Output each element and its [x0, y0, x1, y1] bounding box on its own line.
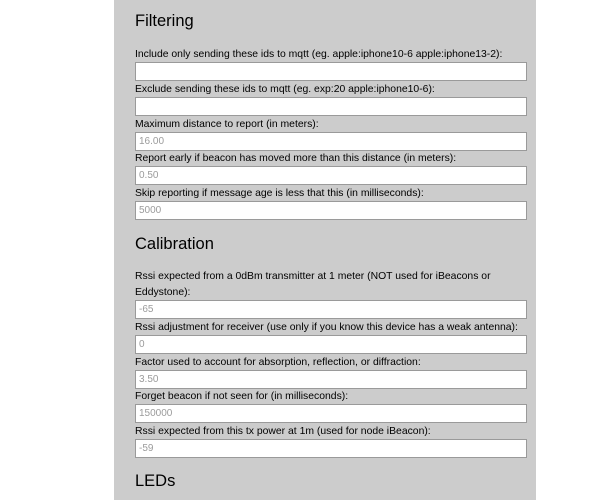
- max-distance-input[interactable]: [135, 132, 527, 151]
- rssi-adjust-input[interactable]: [135, 335, 527, 354]
- settings-panel: [114, 0, 536, 500]
- include-ids-label: Include only sending these ids to mqtt (eg. apple:iphone10-6 apple:iphone13-2):: [135, 49, 503, 60]
- section-heading-calibration: Calibration: [135, 235, 214, 253]
- ref-rssi-input[interactable]: [135, 300, 527, 319]
- include-ids-input[interactable]: [135, 62, 527, 81]
- skip-ms-input[interactable]: [135, 201, 527, 220]
- max-distance-label: Maximum distance to report (in meters):: [135, 119, 319, 130]
- skip-distance-input[interactable]: [135, 166, 527, 185]
- exclude-ids-input[interactable]: [135, 97, 527, 116]
- forget-ms-input[interactable]: [135, 404, 527, 423]
- tx-ref-rssi-input[interactable]: [135, 439, 527, 458]
- exclude-ids-label: Exclude sending these ids to mqtt (eg. exp:20 apple:iphone10-6):: [135, 84, 435, 95]
- absorption-input[interactable]: [135, 370, 527, 389]
- skip-distance-label: Report early if beacon has moved more than this distance (in meters):: [135, 153, 457, 164]
- absorption-label: Factor used to account for absorption, reflection, or diffraction:: [135, 357, 421, 368]
- ref-rssi-label: Rssi expected from a 0dBm transmitter at 1 meter (NOT used for iBeacons or Eddystone):: [135, 271, 491, 298]
- skip-ms-label: Skip reporting if message age is less that this (in milliseconds):: [135, 188, 424, 199]
- section-heading-leds: LEDs: [135, 472, 176, 490]
- tx-ref-rssi-label: Rssi expected from this tx power at 1m (used for node iBeacon):: [135, 426, 431, 437]
- forget-ms-label: Forget beacon if not seen for (in milliseconds):: [135, 391, 349, 402]
- section-heading-filtering: Filtering: [135, 12, 194, 30]
- rssi-adjust-label: Rssi adjustment for receiver (use only if you know this device has a weak antenna):: [135, 322, 518, 333]
